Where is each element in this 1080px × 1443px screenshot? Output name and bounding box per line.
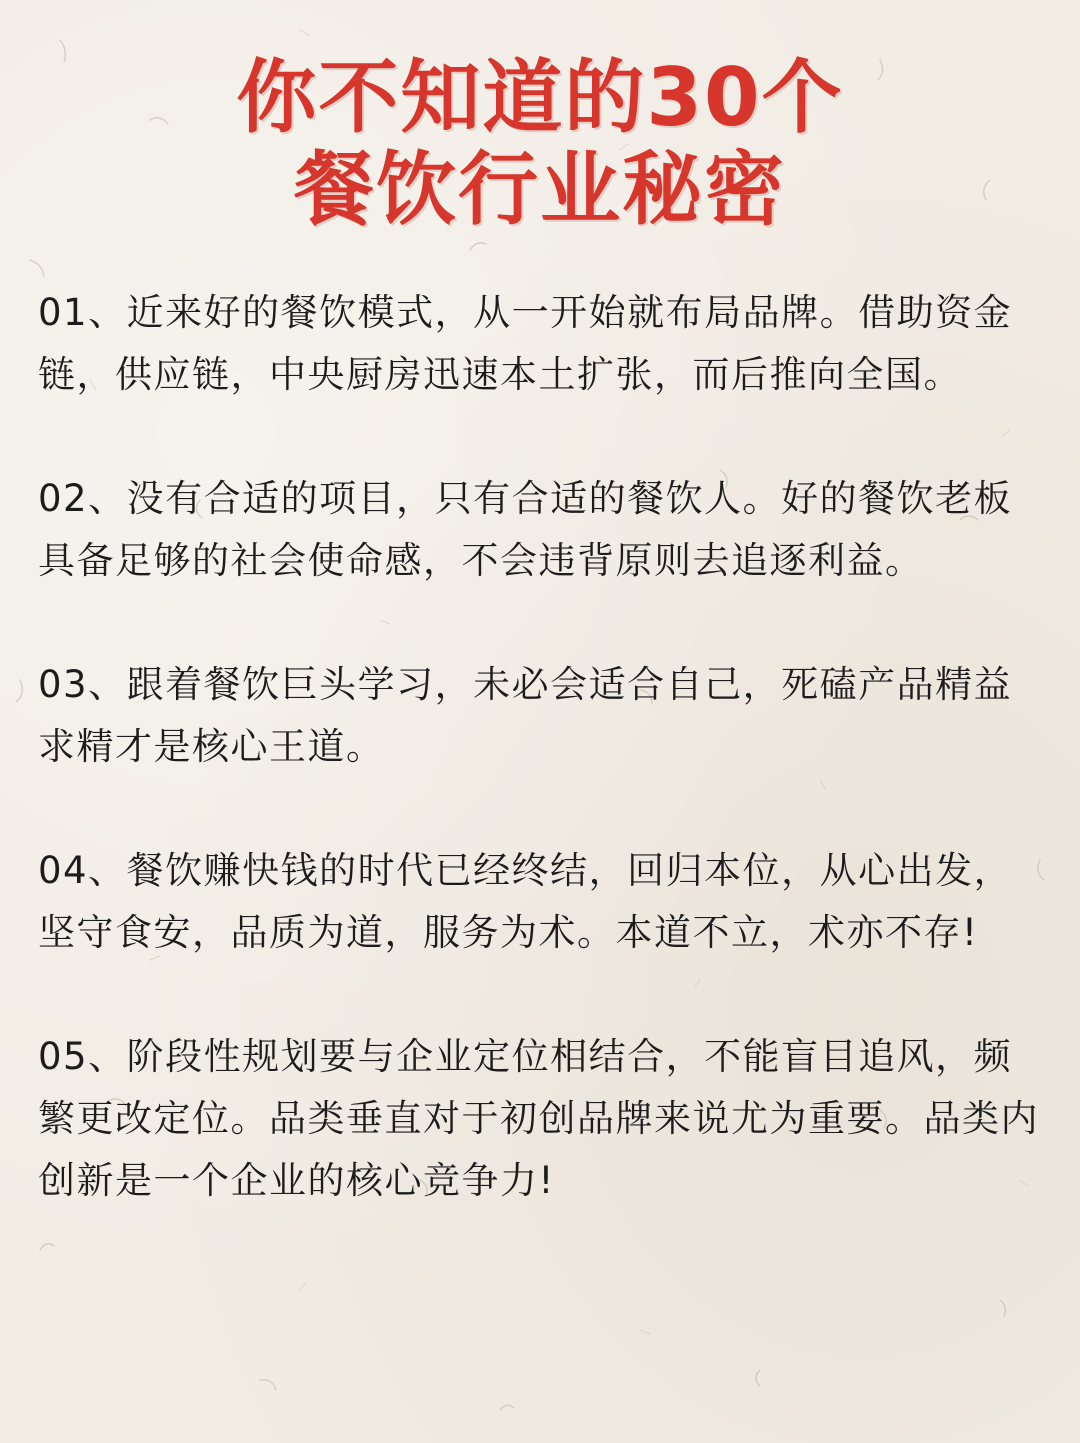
list-item-05: 05、阶段性规划要与企业定位相结合，不能盲目追风，频繁更改定位。品类垂直对于初创品牌来说尤为重要。品类内创新是一个企业的核心竞争力! (38, 1035, 1039, 1202)
list-item-03: 03、跟着餐饮巨头学习，未必会适合自己，死磕产品精益求精才是核心王道。 (38, 663, 1013, 768)
list-item-04: 04、餐饮赚快钱的时代已经终结，回归本位，从心出发，坚守食安，品质为道，服务为术。本道不立，术亦不存! (38, 849, 1013, 954)
list-item-01: 01、近来好的餐饮模式，从一开始就布局品牌。借助资金链，供应链，中央厨房迅速本土扩张，而后推向全国。 (38, 291, 1013, 396)
secrets-list (38, 282, 1048, 1212)
page-title (0, 52, 1080, 236)
title-line-2: 餐饮行业秘密 (294, 143, 786, 236)
list-item-02: 02、没有合适的项目，只有合适的餐饮人。好的餐饮老板具备足够的社会使命感，不会违背原则去追逐利益。 (38, 477, 1013, 582)
title-line-1: 你不知道的30个 (236, 51, 844, 144)
